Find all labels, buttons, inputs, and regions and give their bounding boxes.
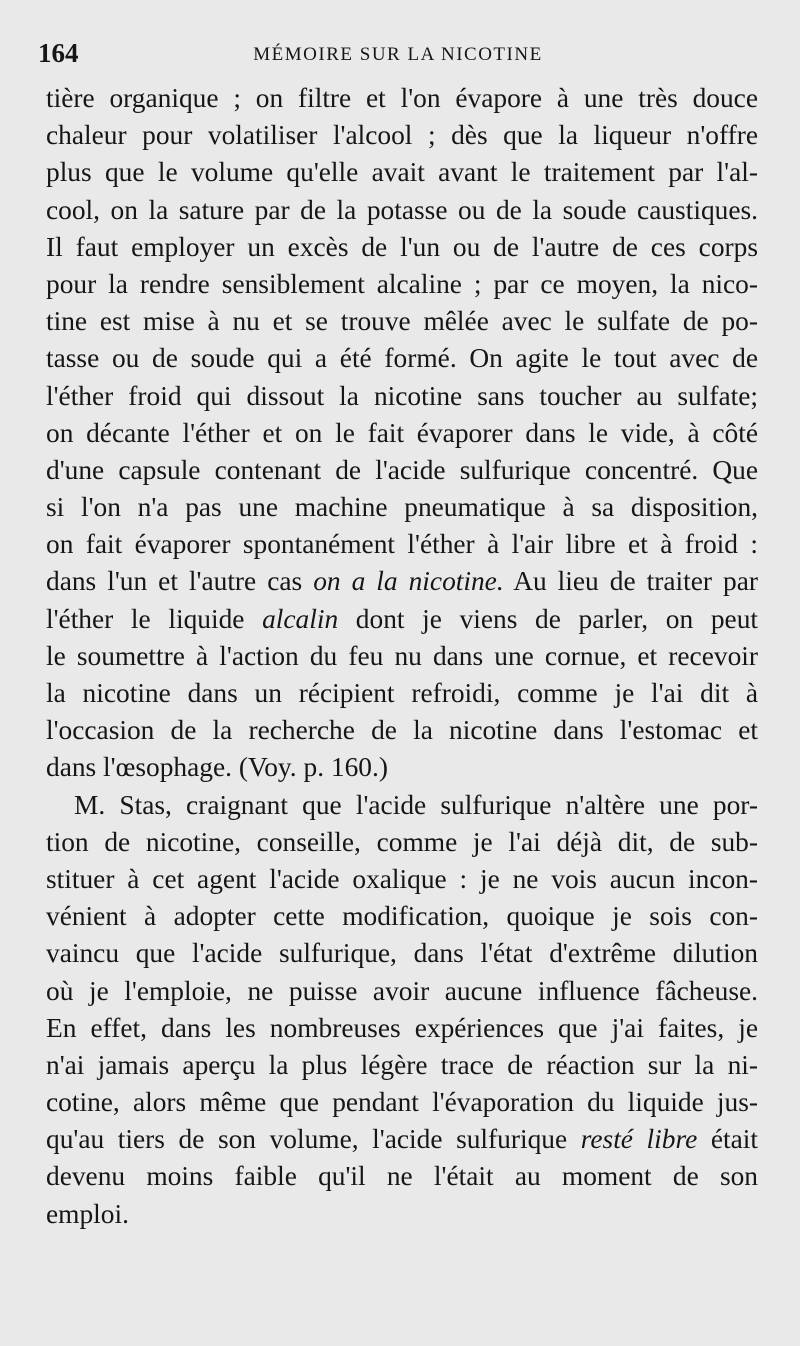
running-head: MÉMOIRE SUR LA NICOTINE [253, 44, 543, 65]
page-number: 164 [38, 38, 79, 68]
text-line: on décante l'éther et on le fait évaporer dans le vide, à côté [46, 417, 758, 448]
text-line: l'occasion de la recherche de la nicotine dans l'estomac et [46, 715, 758, 746]
text-line: le soumettre à l'action du feu nu dans une cornue, et recevoir [46, 640, 758, 671]
text-line: d'une capsule contenant de l'acide sulfurique concentré. Que [46, 454, 758, 485]
text-line: l'éther froid qui dissout la nicotine sans toucher au sulfate; [46, 380, 758, 411]
text-line: En effet, dans les nombreuses expériences que j'ai faites, je [46, 1012, 758, 1043]
italic-phrase: on a la nicotine. [313, 566, 504, 597]
text-line: l'éther le liquide alcalin dont je viens de parler, on peut [46, 603, 758, 634]
text-line: où je l'emploie, ne puisse avoir aucune influence fâcheuse. [46, 975, 758, 1006]
text-line: si l'on n'a pas une machine pneumatique à sa disposition, [46, 492, 758, 523]
text-line: M. Stas, craignant que l'acide sulfurique n'altère une por- [74, 789, 758, 820]
text-line: cotine, alors même que pendant l'évaporation du liquide jus- [46, 1087, 758, 1118]
text-line: pour la rendre sensiblement alcaline ; par ce moyen, la nico- [46, 268, 758, 299]
text-line: dans l'un et l'autre cas on a la nicotine. Au lieu de traiter par [46, 566, 758, 597]
body-text [46, 80, 758, 1233]
text-line: stituer à cet agent l'acide oxalique : je ne vois aucun incon- [46, 863, 758, 894]
italic-phrase: resté libre [580, 1124, 698, 1155]
text-line: tasse ou de soude qui a été formé. On agite le tout avec de [46, 343, 758, 374]
text-line: n'ai jamais aperçu la plus légère trace de réaction sur la ni- [46, 1049, 758, 1080]
text-line: tion de nicotine, conseille, comme je l'ai déjà dit, de sub- [46, 826, 758, 857]
text-line: dans l'œsophage. (Voy. p. 160.) [46, 752, 388, 783]
text-line: tine est mise à nu et se trouve mêlée avec le sulfate de po- [46, 306, 758, 337]
text-line: cool, on la sature par de la potasse ou de la soude caustiques. [46, 194, 758, 225]
page-header [38, 38, 758, 72]
italic-word: alcalin [262, 603, 339, 634]
paragraph-1 [46, 80, 758, 787]
text-line: chaleur pour volatiliser l'alcool ; dès que la liqueur n'offre [46, 120, 758, 151]
text-line: qu'au tiers de son volume, l'acide sulfurique resté libre était [46, 1124, 758, 1155]
text-line: vénient à adopter cette modification, quoique je sois con- [46, 901, 758, 932]
text-line: vaincu que l'acide sulfurique, dans l'état d'extrême dilution [46, 938, 758, 969]
text-line: devenu moins faible qu'il ne l'était au moment de son [46, 1161, 758, 1192]
paragraph-2 [46, 787, 758, 1233]
text-line: on fait évaporer spontanément l'éther à l'air libre et à froid : [46, 529, 758, 560]
text-line: plus que le volume qu'elle avait avant le traitement par l'al- [46, 157, 758, 188]
text-line: emploi. [46, 1198, 129, 1229]
text-line: la nicotine dans un récipient refroidi, comme je l'ai dit à [46, 678, 758, 708]
text-line: Il faut employer un excès de l'un ou de l'autre de ces corps [46, 231, 758, 262]
text-line: tière organique ; on filtre et l'on évapore à une très douce [46, 83, 758, 113]
